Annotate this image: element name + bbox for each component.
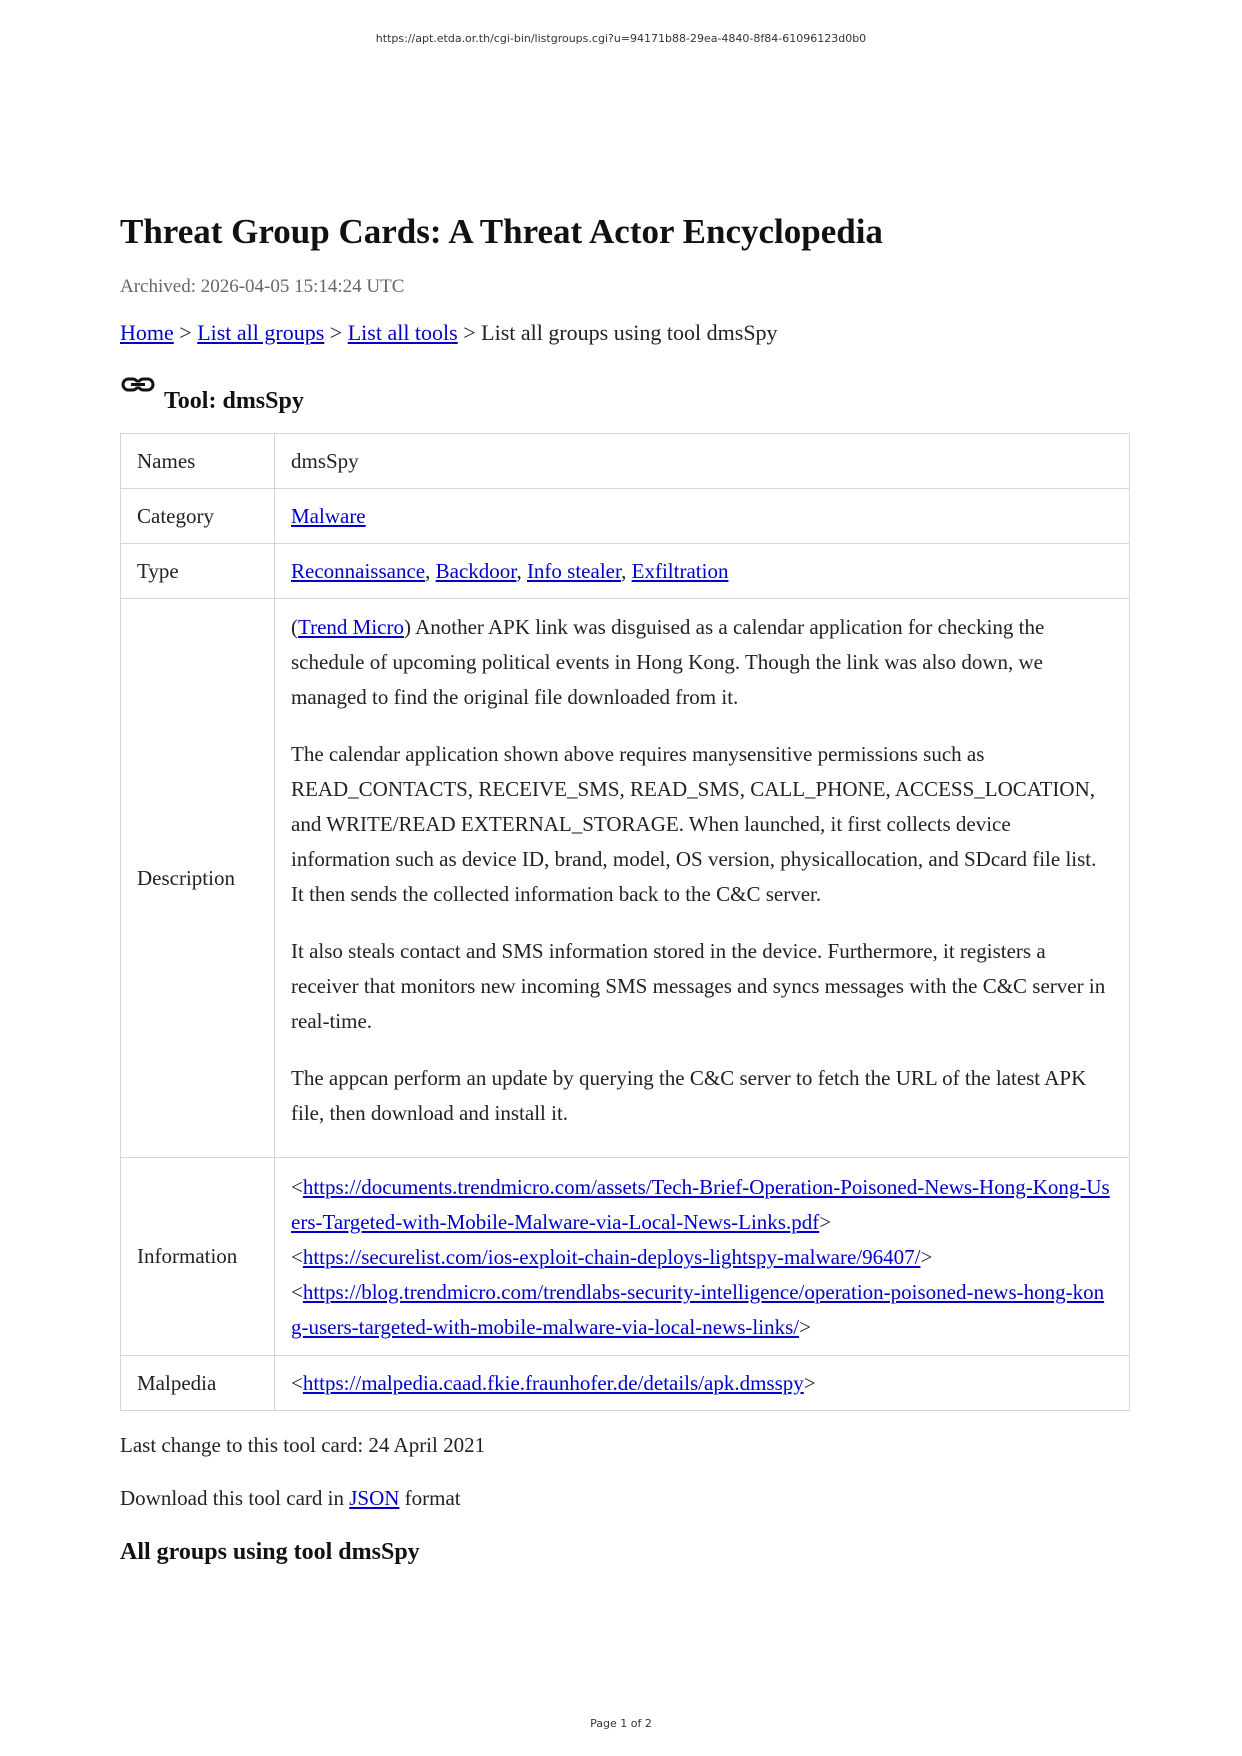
- malpedia-label: Malpedia: [121, 1356, 275, 1411]
- breadcrumb-separator: >: [463, 320, 476, 345]
- page-content: [120, 210, 1130, 1566]
- category-malware-link[interactable]: Malware: [291, 503, 366, 528]
- names-label: Names: [121, 434, 275, 489]
- download-prefix: Download this tool card in: [120, 1486, 350, 1510]
- table-row-type: [121, 544, 1130, 599]
- table-row-information: [121, 1158, 1130, 1356]
- table-row-category: [121, 489, 1130, 544]
- page-url: https://apt.etda.or.th/cgi-bin/listgroups.cgi?u=94171b88-29ea-4840-8f84-61096123d0b0: [375, 32, 867, 45]
- link-icon: [120, 374, 156, 398]
- type-separator: ,: [621, 558, 627, 583]
- names-value: dmsSpy: [275, 434, 1130, 489]
- source-trend-micro-link[interactable]: Trend Micro: [298, 615, 404, 639]
- type-label: Type: [121, 544, 275, 599]
- breadcrumb-current: List all groups using tool dmsSpy: [481, 320, 778, 345]
- tool-heading-text: Tool: dmsSpy: [164, 388, 304, 414]
- description-label: Description: [121, 599, 275, 1158]
- angle-close: >: [799, 1315, 811, 1339]
- breadcrumb-separator: >: [179, 320, 192, 345]
- description-value: [275, 599, 1130, 1158]
- source-open-paren: (: [291, 615, 298, 639]
- angle-close: >: [803, 1370, 816, 1395]
- information-link-securelist[interactable]: https://securelist.com/ios-exploit-chain-deploys-lightspy-malware/96407/: [302, 1245, 921, 1269]
- tool-heading: [120, 376, 1130, 415]
- category-value: [275, 489, 1130, 544]
- description-paragraph-2: The calendar application shown above requires manysensitive permissions such as READ_CONTACTS, RECEIVE_SMS, READ_SMS, CALL_PHONE, ACCESS_LOCATION, and WRITE/READ EXTERNAL_STORAGE. When launched, it first collects device information such as device ID, brand, model, OS version, physicallocation, and SDcard file list. It then sends the collected information back to the C&C server.: [291, 742, 1097, 906]
- information-link-item: [291, 1275, 1113, 1345]
- download-json-link[interactable]: JSON: [349, 1486, 400, 1510]
- information-link-item: [291, 1240, 1113, 1275]
- breadcrumb-separator: >: [329, 320, 343, 345]
- table-row-names: [121, 434, 1130, 489]
- description-paragraph-1-text: Another APK link was disguised as a calendar application for checking the schedule of upcoming political events in Hong Kong. Though the link was also down, we managed to find the original file downloaded from it.: [291, 615, 1045, 709]
- table-row-description: [121, 599, 1130, 1158]
- type-link-reconnaissance[interactable]: Reconnaissance: [291, 558, 426, 583]
- angle-open: <: [291, 1175, 303, 1199]
- angle-close: >: [819, 1210, 832, 1234]
- type-link-backdoor[interactable]: Backdoor: [435, 558, 517, 583]
- description-paragraph-1: [291, 610, 1113, 715]
- tool-card-table: [120, 433, 1130, 1411]
- last-change-text: Last change to this tool card: 24 April 2021: [120, 1433, 486, 1457]
- information-link-trendmicro-blog[interactable]: https://blog.trendmicro.com/trendlabs-security-intelligence/operation-poisoned-news-hong-kong-users-targeted-with-mobile-malware-via-local-news-links/: [291, 1280, 1105, 1339]
- type-separator: ,: [425, 558, 431, 583]
- information-label: Information: [121, 1158, 275, 1356]
- type-link-info-stealer[interactable]: Info stealer: [526, 558, 622, 583]
- information-value: [275, 1158, 1130, 1356]
- type-link-exfiltration[interactable]: Exfiltration: [631, 558, 729, 583]
- groups-heading: All groups using tool dmsSpy: [120, 1539, 420, 1565]
- breadcrumb-list-groups-link[interactable]: List all groups: [197, 320, 325, 345]
- table-row-malpedia: [121, 1356, 1130, 1411]
- type-separator: ,: [516, 558, 522, 583]
- angle-close: >: [920, 1245, 933, 1269]
- source-close-paren: ): [403, 615, 411, 639]
- angle-open: <: [291, 1280, 303, 1304]
- category-label: Category: [121, 489, 275, 544]
- description-paragraph-4: The appcan perform an update by querying the C&C server to fetch the URL of the latest APK file, then download and install it.: [291, 1066, 1087, 1125]
- information-link-item: [291, 1170, 1113, 1240]
- angle-open: <: [291, 1370, 303, 1395]
- download-suffix: format: [399, 1486, 461, 1510]
- page-title: Threat Group Cards: A Threat Actor Encyclopedia: [120, 212, 883, 251]
- angle-open: <: [291, 1245, 303, 1269]
- page-number: Page 1 of 2: [590, 1717, 652, 1730]
- information-link-trendmicro-pdf[interactable]: https://documents.trendmicro.com/assets/Tech-Brief-Operation-Poisoned-News-Hong-Kong-Users-Targeted-with-Mobile-Malware-via-Local-News-Links.pdf: [291, 1175, 1110, 1234]
- malpedia-link[interactable]: https://malpedia.caad.fkie.fraunhofer.de/details/apk.dmsspy: [302, 1370, 804, 1395]
- archived-timestamp: Archived: 2026-04-05 15:14:24 UTC: [120, 276, 405, 297]
- description-paragraph-3: It also steals contact and SMS information stored in the device. Furthermore, it registers a receiver that monitors new incoming SMS messages and syncs messages with the C&C server in real-time.: [291, 939, 1106, 1033]
- download-text: [120, 1486, 1130, 1511]
- breadcrumb: [120, 320, 1130, 346]
- breadcrumb-home-link[interactable]: Home: [120, 320, 174, 345]
- malpedia-value: [275, 1356, 1130, 1411]
- breadcrumb-list-tools-link[interactable]: List all tools: [347, 320, 458, 345]
- type-value: [275, 544, 1130, 599]
